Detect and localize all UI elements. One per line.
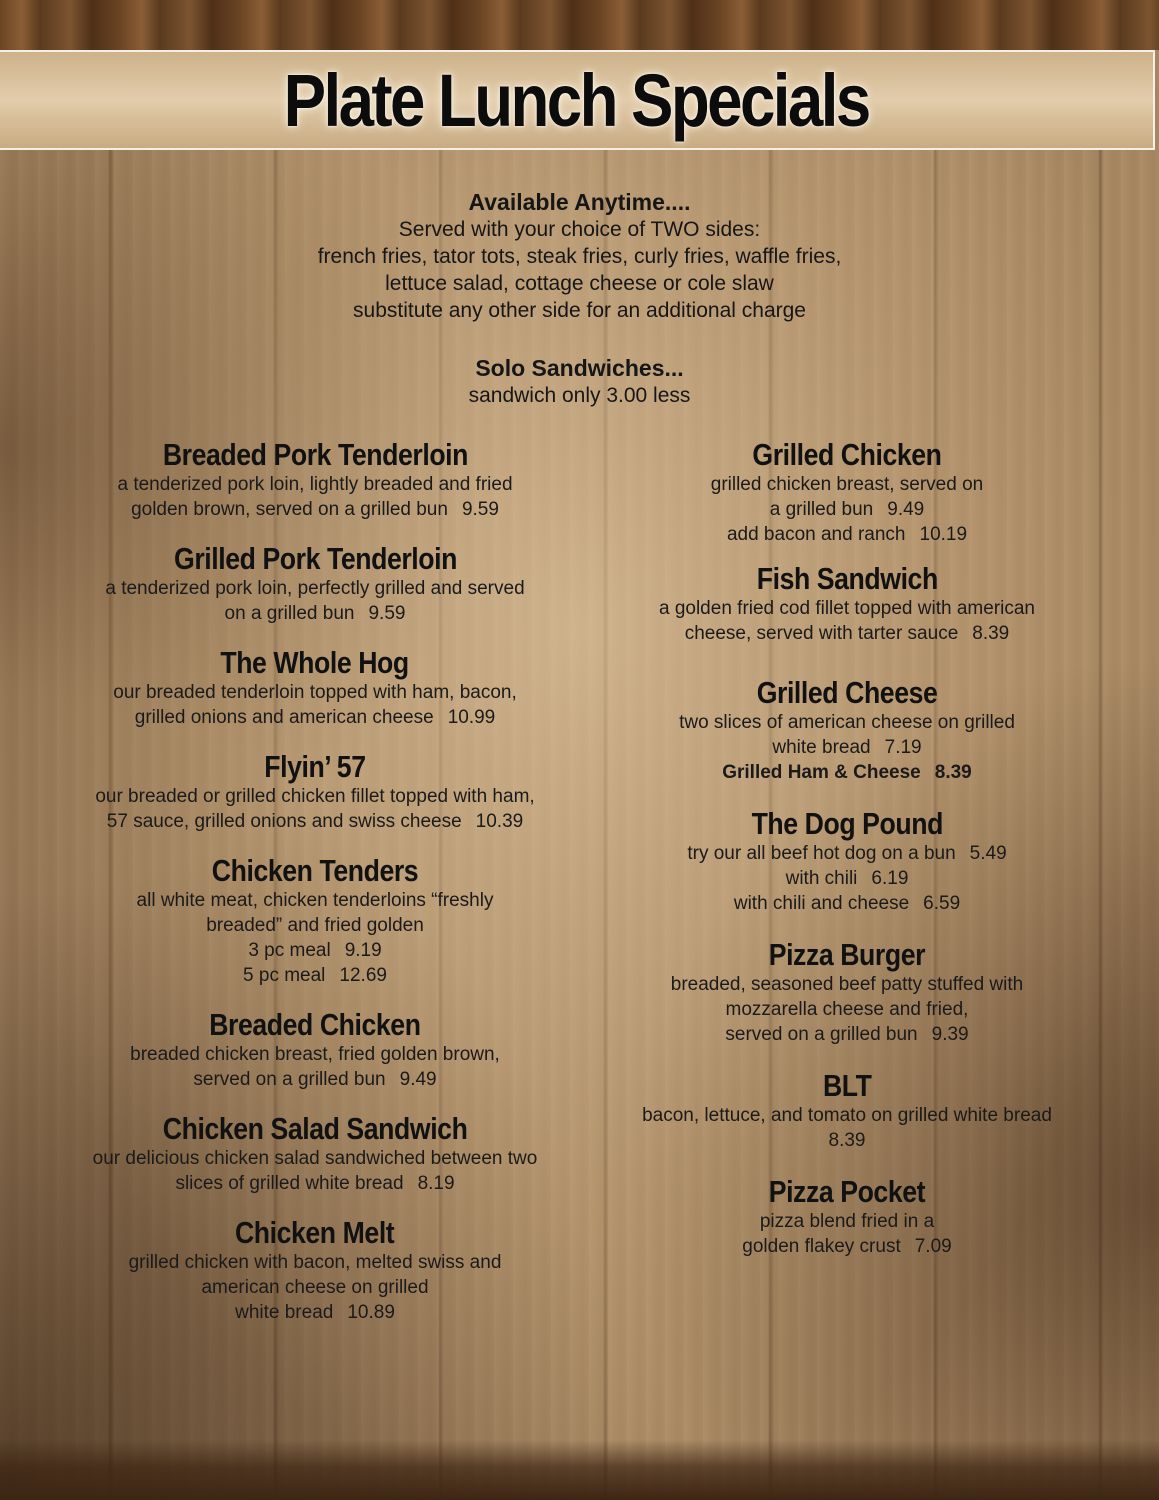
- menu-item-name: BLT: [822, 1068, 872, 1103]
- menu-item-price: 6.59: [923, 893, 961, 914]
- menu-item-description: [60, 913, 570, 938]
- menu-item-text: grilled chicken with bacon, melted swiss and: [128, 1252, 502, 1273]
- left-menu-column: [60, 438, 570, 1325]
- menu-item-name: Grilled Pork Tenderloin: [173, 541, 457, 576]
- menu-item-text: breaded, seasoned beef patty stuffed with: [670, 974, 1024, 995]
- menu-item-description: [600, 735, 1094, 760]
- menu-item-text: served on a grilled bun: [725, 1024, 918, 1045]
- menu-item-description: [600, 997, 1094, 1022]
- menu-item-description: [60, 1067, 570, 1092]
- menu-item-text: golden brown, served on a grilled bun: [131, 499, 448, 520]
- menu-item-price: 7.19: [884, 737, 922, 758]
- menu-item-price: 8.39: [934, 762, 972, 783]
- menu-item-text: white bread: [235, 1302, 334, 1323]
- menu-item-text: mozzarella cheese and fried,: [725, 999, 969, 1020]
- menu-item-description: [60, 784, 570, 809]
- menu-item-price: 9.39: [931, 1024, 969, 1045]
- menu-item-description: [600, 1022, 1094, 1047]
- menu-item-description: [60, 1042, 570, 1067]
- menu-item-description: [60, 888, 570, 913]
- menu-item-name: Grilled Chicken: [752, 437, 942, 472]
- menu-item-description: [600, 841, 1094, 866]
- menu-item-text: two slices of american cheese on grilled: [679, 712, 1015, 733]
- menu-item-description: [600, 760, 1094, 785]
- intro-line: Served with your choice of TWO sides:: [398, 218, 761, 241]
- menu-item-name: Chicken Salad Sandwich: [162, 1111, 468, 1146]
- menu-item-description: [60, 1300, 570, 1325]
- menu-item-description: [60, 1146, 570, 1171]
- wood-top-strip: [0, 0, 1159, 50]
- menu-item-text: grilled onions and american cheese: [134, 707, 434, 728]
- menu-item-price: 9.59: [368, 603, 406, 624]
- menu-item-description: [600, 866, 1094, 891]
- intro-line: substitute any other side for an additional charge: [353, 299, 806, 322]
- menu-item-name: Breaded Pork Tenderloin: [162, 437, 468, 472]
- menu-item-text: Grilled Ham & Cheese: [722, 762, 921, 783]
- menu-item-text: pizza blend fried in a: [759, 1211, 935, 1232]
- intro-line: lettuce salad, cottage cheese or cole slaw: [385, 272, 774, 295]
- menu-item-text: with chili: [785, 868, 858, 889]
- menu-item-name: Fish Sandwich: [756, 561, 938, 596]
- menu-item-description: [60, 497, 570, 522]
- menu-item-name: Grilled Cheese: [756, 675, 938, 710]
- menu-item-grilled-cheese: [600, 676, 1094, 785]
- intro-block: [0, 188, 1159, 324]
- wood-bottom-strip: [0, 1440, 1159, 1500]
- menu-item-text: all white meat, chicken tenderloins “freshly: [136, 890, 494, 911]
- menu-item-text: a grilled bun: [769, 499, 874, 520]
- menu-item-fish-sandwich: [600, 562, 1094, 646]
- menu-item-description: [600, 497, 1094, 522]
- menu-item-pizza-burger: [600, 938, 1094, 1047]
- menu-item-text: breaded chicken breast, fried golden brown,: [130, 1044, 500, 1065]
- menu-item-text: a tenderized pork loin, perfectly grilled and served: [105, 578, 525, 599]
- menu-item-text: slices of grilled white bread: [175, 1173, 404, 1194]
- menu-item-description: [60, 680, 570, 705]
- menu-item-description: [60, 938, 570, 963]
- menu-item-description: [60, 1250, 570, 1275]
- right-menu-column: [600, 438, 1094, 1259]
- menu-item-text: 3 pc meal: [248, 940, 331, 961]
- menu-item-text: a golden fried cod fillet topped with american: [658, 598, 1035, 619]
- menu-item-chicken-melt: [60, 1216, 570, 1325]
- menu-item-text: american cheese on grilled: [201, 1277, 429, 1298]
- menu-item-description: [600, 522, 1094, 547]
- menu-item-text: our breaded or grilled chicken fillet topped with ham,: [95, 786, 535, 807]
- menu-item-price: 9.19: [344, 940, 382, 961]
- menu-item-name: Breaded Chicken: [209, 1007, 421, 1042]
- menu-item-name: Chicken Melt: [235, 1215, 395, 1250]
- menu-item-description: [600, 972, 1094, 997]
- intro-line: french fries, tator tots, steak fries, curly fries, waffle fries,: [317, 245, 842, 268]
- menu-item-description: [60, 576, 570, 601]
- menu-item-name: Pizza Pocket: [768, 1174, 926, 1209]
- menu-item-price: 9.59: [461, 499, 499, 520]
- menu-item-text: a tenderized pork loin, lightly breaded and fried: [117, 474, 513, 495]
- menu-item-chicken-tenders: [60, 854, 570, 988]
- menu-item-text: golden flakey crust: [742, 1236, 901, 1257]
- menu-item-text: with chili and cheese: [733, 893, 910, 914]
- menu-item-text: add bacon and ranch: [726, 524, 906, 545]
- menu-item-name: The Whole Hog: [220, 645, 410, 680]
- menu-item-description: [600, 472, 1094, 497]
- menu-item-text: white bread: [772, 737, 871, 758]
- menu-item-text: 8.39: [828, 1130, 866, 1151]
- menu-item-description: [60, 809, 570, 834]
- menu-item-description: [600, 1234, 1094, 1259]
- menu-item-text: cheese, served with tarter sauce: [684, 623, 959, 644]
- menu-item-description: [600, 1209, 1094, 1234]
- menu-item-price: 10.89: [347, 1302, 395, 1323]
- menu-item-text: 5 pc meal: [243, 965, 326, 986]
- menu-item-price: 6.19: [871, 868, 909, 889]
- menu-item-text: served on a grilled bun: [193, 1069, 386, 1090]
- menu-item-description: [60, 963, 570, 988]
- menu-item-text: our breaded tenderloin topped with ham, bacon,: [113, 682, 517, 703]
- menu-item-description: [600, 621, 1094, 646]
- menu-item-grilled-chicken: [600, 438, 1094, 547]
- menu-item-text: our delicious chicken salad sandwiched between two: [92, 1148, 538, 1169]
- menu-item-text: on a grilled bun: [224, 603, 355, 624]
- menu-item-description: [60, 1275, 570, 1300]
- menu-item-text: breaded” and fried golden: [206, 915, 424, 936]
- menu-item-price: 9.49: [399, 1069, 437, 1090]
- menu-item-description: [600, 596, 1094, 621]
- menu-item-text: 57 sauce, grilled onions and swiss cheese: [106, 811, 462, 832]
- menu-item-text: bacon, lettuce, and tomato on grilled white bread: [642, 1105, 1052, 1126]
- menu-item-price: 7.09: [914, 1236, 952, 1257]
- solo-heading: Solo Sandwiches...: [475, 355, 684, 381]
- menu-item-grilled-pork-tenderloin: [60, 542, 570, 626]
- menu-item-the-dog-pound: [600, 807, 1094, 916]
- menu-item-name: Chicken Tenders: [211, 853, 419, 888]
- menu-item-text: try our all beef hot dog on a bun: [687, 843, 956, 864]
- menu-item-description: [60, 601, 570, 626]
- menu-item-price: 10.19: [919, 524, 968, 545]
- menu-item-price: 10.99: [447, 707, 496, 728]
- menu-item-description: [600, 710, 1094, 735]
- menu-item-flyin-57: [60, 750, 570, 834]
- menu-item-blt: [600, 1069, 1094, 1153]
- solo-sandwiches-block: [0, 354, 1159, 410]
- menu-item-description: [60, 472, 570, 497]
- menu-item-name: Pizza Burger: [768, 937, 926, 972]
- menu-item-price: 5.49: [969, 843, 1007, 864]
- menu-item-price: 12.69: [339, 965, 387, 986]
- menu-item-description: [60, 705, 570, 730]
- menu-item-price: 8.39: [972, 623, 1010, 644]
- menu-item-description: [600, 1128, 1094, 1153]
- menu-item-name: The Dog Pound: [751, 806, 943, 841]
- menu-item-pizza-pocket: [600, 1175, 1094, 1259]
- menu-item-breaded-pork-tenderloin: [60, 438, 570, 522]
- menu-item-breaded-chicken: [60, 1008, 570, 1092]
- page-title: Plate Lunch Specials: [283, 58, 870, 142]
- menu-item-description: [600, 891, 1094, 916]
- menu-item-description: [60, 1171, 570, 1196]
- menu-item-name: Flyin’ 57: [264, 749, 366, 784]
- menu-item-price: 10.39: [475, 811, 524, 832]
- menu-item-description: [600, 1103, 1094, 1128]
- menu-item-the-whole-hog: [60, 646, 570, 730]
- solo-note: sandwich only 3.00 less: [468, 384, 691, 407]
- menu-item-price: 9.49: [887, 499, 925, 520]
- title-banner: [0, 50, 1155, 150]
- menu-item-text: grilled chicken breast, served on: [710, 474, 984, 495]
- intro-heading: Available Anytime....: [468, 189, 691, 215]
- menu-item-price: 8.19: [417, 1173, 455, 1194]
- menu-item-chicken-salad-sandwich: [60, 1112, 570, 1196]
